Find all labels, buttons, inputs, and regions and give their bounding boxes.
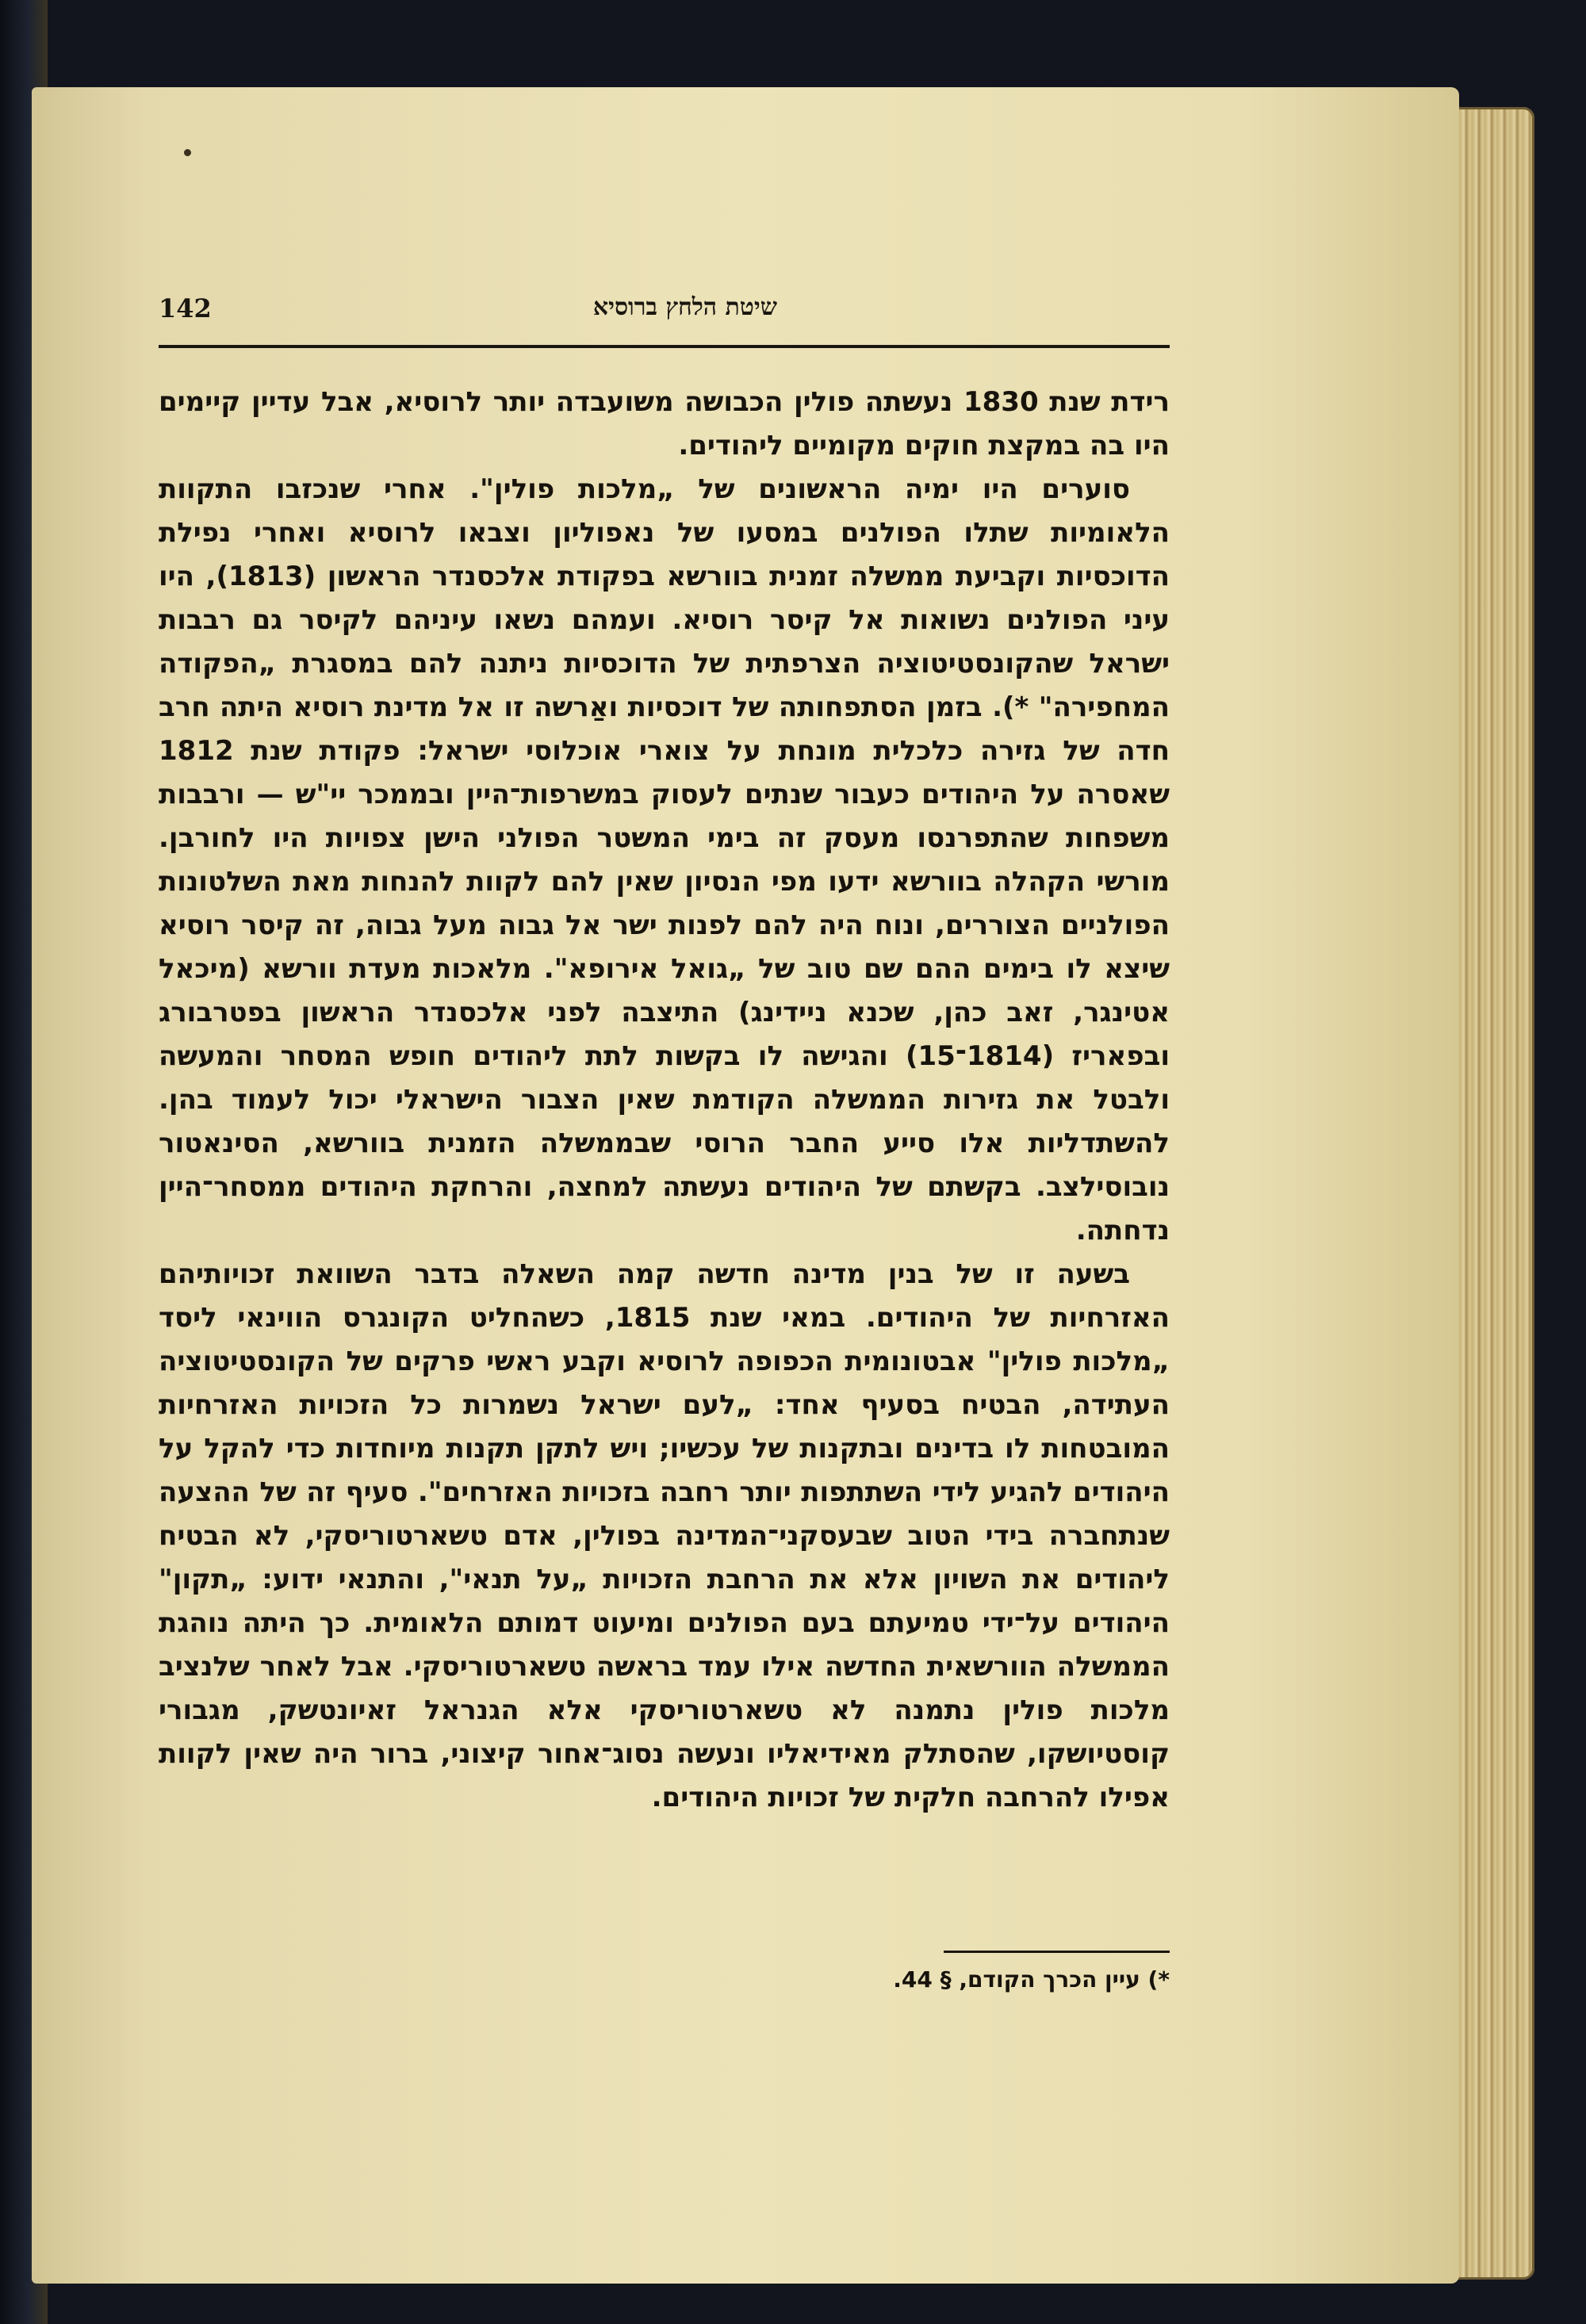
header-rule (159, 345, 1170, 348)
page-header (159, 293, 1170, 341)
ink-spot (184, 149, 191, 156)
page-number: 142 (159, 293, 212, 324)
body-text (159, 381, 1170, 1820)
footnote: *) עיין הכרך הקודם, § 44. (893, 1966, 1170, 1993)
paragraph: בשעה זו של בנין מדינה חדשה קמה השאלה בדבר השוואת זכויותיהם האזרחיות של היהודים. במאי שנת 1815, כשהחליט הקונגרס הווינאי ליסד „מלכות פולין" אבטונומית הכפופה לרוסיא וקבע ראשי פרקים של הקונסטיטוציה העתידה, הבטיח בסעיף אחד: „לעם ישראל נשמרות כל הזכויות האזרחיות המובטחות לו בדינים ובתקנות של עכשיו; ויש לתקן תקנות מיוחדות כדי להקל על היהודים להגיע לידי השתתפות יותר רחבה בזכויות האזרחים". סעיף זה של ההצעה שנתחברה בידי הטוב שבעסקני־המדינה בפולין, אדם טשארטוריסקי, לא הבטיח ליהודים את השויון אלא את הרחבת הזכויות „על תנאי", והתנאי ידוע: „תקון" היהודים על־ידי טמיעתם בעם הפולנים ומיעוט דמותם הלאומית. כך היתה נוהגת הממשלה הוורשאית החדשה אילו עמד בראשה טשארטוריסקי. אבל לאחר שלנציב מלכות פולין נתמנה לא טשארטוריסקי אלא הגנראל זאיונטשק, מגבורי קוסטיושקו, שהסתלק מאידיאליו ונעשה נסוג־אחור קיצוני, ברור היה שאין לקוות אפילו להרחבה חלקית של זכויות היהודים. (159, 1258, 1170, 1813)
paragraph: רידת שנת 1830 נעשתה פולין הכבושה משועבדה יותר לרוסיא, אבל עדיין קיימים היו בה במקצת חוקים מקומיים ליהודים. (159, 386, 1170, 461)
paragraph: סוערים היו ימיה הראשונים של „מלכות פולין". אחרי שנכזבו התקוות הלאומיות שתלו הפולנים במסעו של נאפוליון וצבאו לרוסיא ואחרי נפילת הדוכסיות וקביעת ממשלה זמנית בוורשא בפקודת אלכסנדר הראשון (1813), היו עיני הפולנים נשואות אל קיסר רוסיא. ועמהם נשאו עיניהם לקיסר גם רבבות ישראל שהקונסטיטוציה הצרפתית של הדוכסיות ניתנה להם במסגרת „הפקודה המחפירה" *). בזמן הסתפחותה של דוכסיות ואַרשה זו אל מדינת רוסיא היתה חרב חדה של גזירה כלכלית מונחת על צוארי אוכלוסי ישראל: פקודת שנת 1812 שאסרה על היהודים כעבור שנתים לעסוק במשרפות־היין ובממכר יי"ש — ורבבות משפחות שהתפרנסו מעסק זה בימי המשטר הפולני הישן צפויות היו לחורבן. מורשי הקהלה בוורשא ידעו מפי הנסיון שאין להם לקוות להנחות מאת השלטונות הפולניים הצוררים, ונוח היה להם לפנות ישר אל גבוה מעל גבוה, זה קיסר רוסיא שיצא לו בימים ההם שם טוב של „גואל אירופא". מלאכות מעדת וורשא (מיכאל אטינגר, זאב כהן, שכנא ניידינג) התיצבה לפני אלכסנדר הראשון בפטרבורג ובפאריז (1814־15) והגישה לו בקשות לתת ליהודים חופש המסחר והמעשה ולבטל את גזירות הממשלה הקודמת שאין הצבור הישראלי יכול לעמוד בהן. להשתדליות אלו סייע החבר הרוסי שבממשלה הזמנית בוורשא, הסינאטור נובוסילצב. בקשתם של היהודים נעשתה למחצה, והרחקת היהודים ממסחר־היין נדחתה. (159, 473, 1170, 1246)
footnote-rule (944, 1951, 1170, 1953)
running-title: שיטת הלחץ ברוסיא (592, 293, 777, 321)
